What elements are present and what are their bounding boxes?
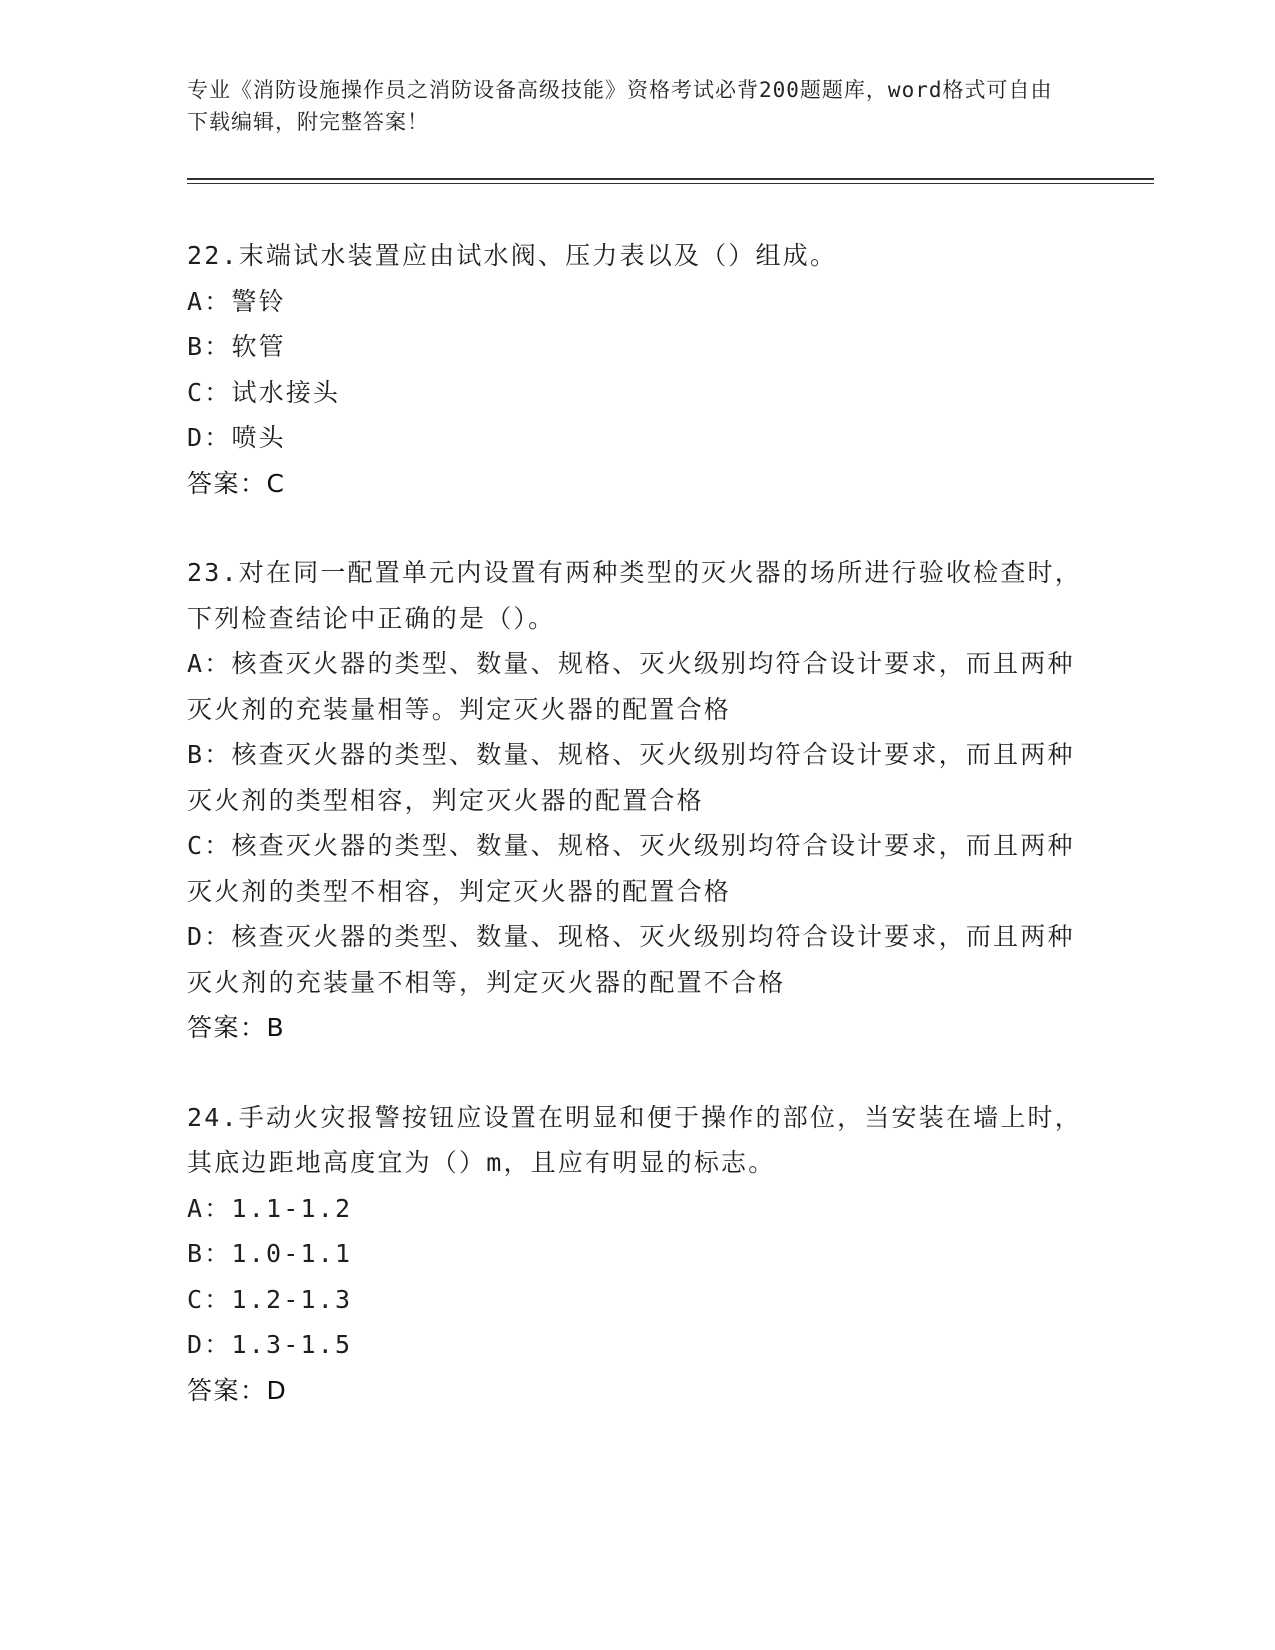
option-d: D：1.3-1.5 — [187, 1330, 353, 1359]
option-b: B：核查灭火器的类型、数量、规格、灭火级别均符合设计要求，而且两种灭火剂的类型相容，判定灭火器的配置合格 — [187, 740, 1075, 815]
option-b: B：1.0-1.1 — [187, 1239, 353, 1268]
question-24 — [187, 1095, 1087, 1414]
answer: 答案：C — [187, 468, 286, 498]
header-divider — [187, 178, 1154, 184]
answer: 答案：B — [187, 1013, 286, 1042]
question-stem: 23.对在同一配置单元内设置有两种类型的灭火器的场所进行验收检查时，下列检查结论中正确的是（）。 — [187, 558, 1082, 633]
question-stem: 24.手动火灾报警按钮应设置在明显和便于操作的部位，当安装在墙上时，其底边距地高度宜为（）m，且应有明显的标志。 — [187, 1102, 1082, 1177]
option-b: B：软管 — [187, 332, 286, 361]
answer: 答案：D — [187, 1375, 288, 1405]
option-a: A：警铃 — [187, 286, 286, 316]
question-23 — [187, 550, 1087, 1051]
document-header: 专业《消防设施操作员之消防设备高级技能》资格考试必背200题题库，word格式可自由下载编辑，附完整答案！ — [187, 78, 1053, 134]
question-22 — [187, 233, 1087, 506]
question-stem: 22.末端试水装置应由试水阀、压力表以及（）组成。 — [187, 241, 838, 270]
option-d: D：喷头 — [187, 423, 286, 452]
option-c: C：试水接头 — [187, 377, 341, 407]
option-a: A：1.1-1.2 — [187, 1193, 353, 1223]
option-a: A：核查灭火器的类型、数量、规格、灭火级别均符合设计要求，而且两种灭火剂的充装量相等。判定灭火器的配置合格 — [187, 649, 1075, 724]
option-d: D：核查灭火器的类型、数量、现格、灭火级别均符合设计要求，而且两种灭火剂的充装量不相等，判定灭火器的配置不合格 — [187, 922, 1075, 997]
option-c: C：1.2-1.3 — [187, 1284, 353, 1314]
question-list — [187, 233, 1087, 1457]
option-c: C：核查灭火器的类型、数量、规格、灭火级别均符合设计要求，而且两种灭火剂的类型不相容，判定灭火器的配置合格 — [187, 831, 1075, 906]
